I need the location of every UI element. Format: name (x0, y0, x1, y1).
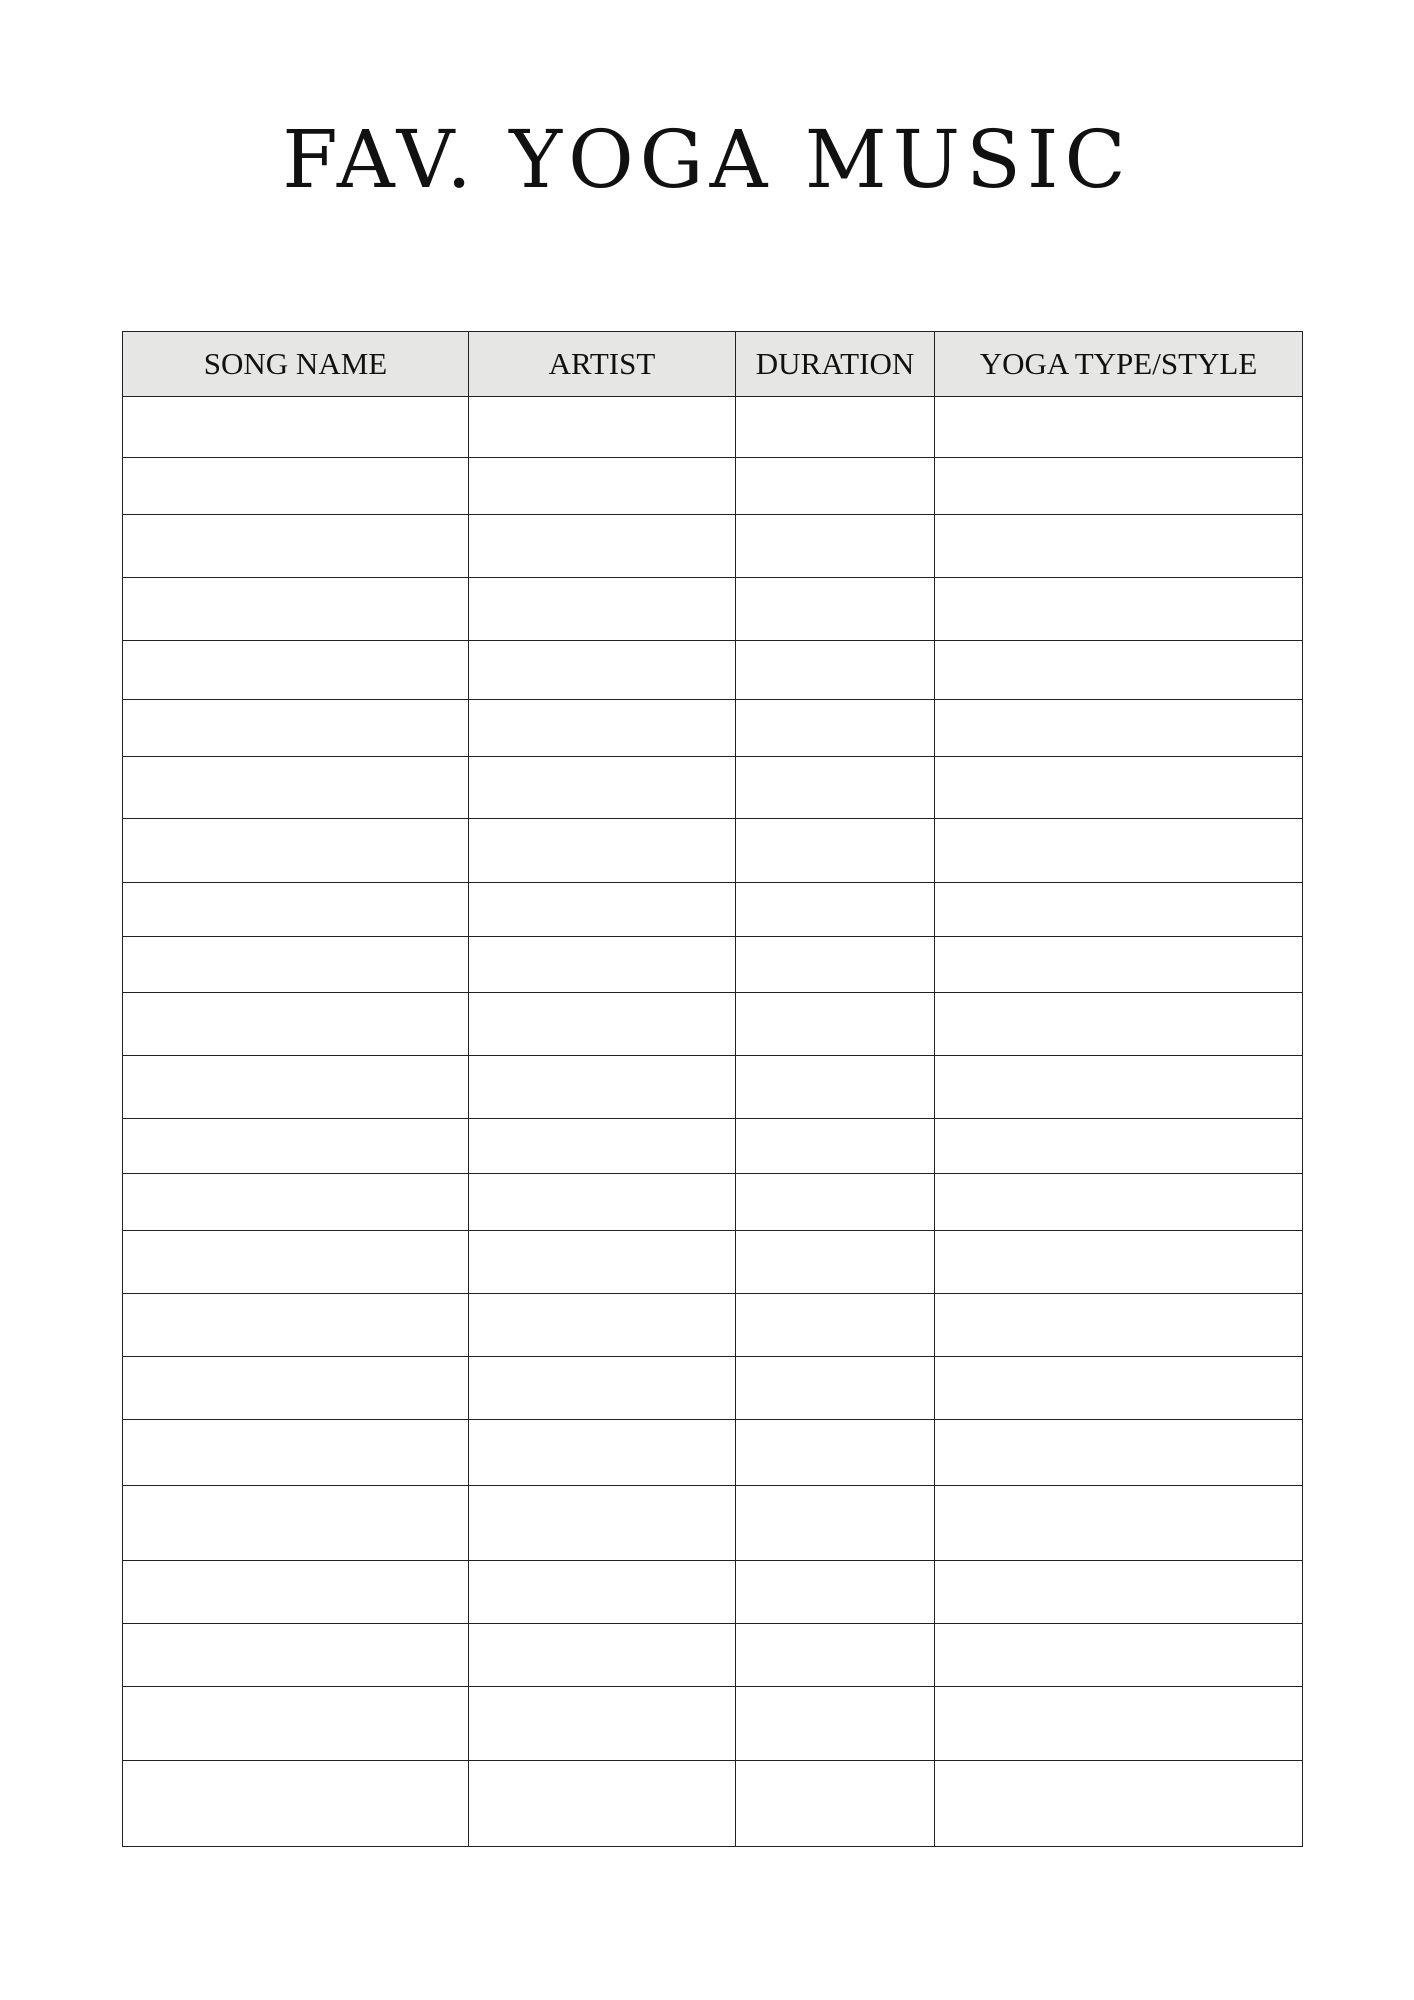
table-row (123, 1174, 1303, 1231)
artist-cell[interactable] (469, 700, 736, 757)
artist-cell[interactable] (469, 1294, 736, 1357)
song-name-cell[interactable] (123, 883, 469, 937)
song-name-cell[interactable] (123, 1357, 469, 1420)
duration-cell[interactable] (736, 515, 935, 578)
table-row (123, 1624, 1303, 1687)
table-body (123, 397, 1303, 1847)
song-name-cell[interactable] (123, 1761, 469, 1847)
song-name-cell[interactable] (123, 1174, 469, 1231)
yoga-type-cell[interactable] (935, 1119, 1303, 1174)
table-row (123, 819, 1303, 883)
artist-cell[interactable] (469, 1420, 736, 1486)
song-name-cell[interactable] (123, 819, 469, 883)
table-row (123, 578, 1303, 641)
artist-cell[interactable] (469, 937, 736, 993)
yoga-type-cell[interactable] (935, 458, 1303, 515)
song-name-cell[interactable] (123, 993, 469, 1056)
table-row (123, 1486, 1303, 1561)
song-name-cell[interactable] (123, 1119, 469, 1174)
song-name-cell[interactable] (123, 1561, 469, 1624)
table-row (123, 1119, 1303, 1174)
page-title: FAV. YOGA MUSIC (282, 113, 1132, 206)
yoga-type-cell[interactable] (935, 1624, 1303, 1687)
duration-cell[interactable] (736, 1486, 935, 1561)
music-log-table (122, 331, 1303, 1847)
duration-cell[interactable] (736, 937, 935, 993)
artist-cell[interactable] (469, 757, 736, 819)
artist-cell[interactable] (469, 397, 736, 458)
song-name-cell[interactable] (123, 937, 469, 993)
artist-cell[interactable] (469, 578, 736, 641)
duration-cell[interactable] (736, 1761, 935, 1847)
song-name-cell[interactable] (123, 1231, 469, 1294)
song-name-cell[interactable] (123, 397, 469, 458)
yoga-type-cell[interactable] (935, 1174, 1303, 1231)
song-name-cell[interactable] (123, 1624, 469, 1687)
table-row (123, 1231, 1303, 1294)
duration-cell[interactable] (736, 1357, 935, 1420)
duration-cell[interactable] (736, 883, 935, 937)
yoga-type-cell[interactable] (935, 578, 1303, 641)
artist-cell[interactable] (469, 641, 736, 700)
table-row (123, 700, 1303, 757)
yoga-type-cell[interactable] (935, 1357, 1303, 1420)
table-row (123, 458, 1303, 515)
yoga-type-cell[interactable] (935, 1561, 1303, 1624)
column-header-artist: ARTIST (469, 332, 736, 397)
artist-cell[interactable] (469, 1119, 736, 1174)
artist-cell[interactable] (469, 883, 736, 937)
artist-cell[interactable] (469, 1687, 736, 1761)
song-name-cell[interactable] (123, 458, 469, 515)
duration-cell[interactable] (736, 458, 935, 515)
duration-cell[interactable] (736, 1231, 935, 1294)
song-name-cell[interactable] (123, 700, 469, 757)
duration-cell[interactable] (736, 819, 935, 883)
yoga-type-cell[interactable] (935, 937, 1303, 993)
duration-cell[interactable] (736, 1624, 935, 1687)
duration-cell[interactable] (736, 1119, 935, 1174)
yoga-type-cell[interactable] (935, 757, 1303, 819)
yoga-type-cell[interactable] (935, 1056, 1303, 1119)
duration-cell[interactable] (736, 757, 935, 819)
table-row (123, 993, 1303, 1056)
yoga-type-cell[interactable] (935, 1294, 1303, 1357)
table-row (123, 1056, 1303, 1119)
column-header-yoga-type-style: YOGA TYPE/STYLE (935, 332, 1303, 397)
table-row (123, 641, 1303, 700)
artist-cell[interactable] (469, 993, 736, 1056)
table-row (123, 1561, 1303, 1624)
duration-cell[interactable] (736, 700, 935, 757)
artist-cell[interactable] (469, 1357, 736, 1420)
song-name-cell[interactable] (123, 578, 469, 641)
yoga-type-cell[interactable] (935, 397, 1303, 458)
duration-cell[interactable] (736, 1056, 935, 1119)
yoga-type-cell[interactable] (935, 819, 1303, 883)
duration-cell[interactable] (736, 641, 935, 700)
duration-cell[interactable] (736, 397, 935, 458)
table-row (123, 397, 1303, 458)
song-name-cell[interactable] (123, 1486, 469, 1561)
song-name-cell[interactable] (123, 757, 469, 819)
table-row (123, 1294, 1303, 1357)
song-name-cell[interactable] (123, 1420, 469, 1486)
yoga-type-cell[interactable] (935, 993, 1303, 1056)
song-name-cell[interactable] (123, 515, 469, 578)
artist-cell[interactable] (469, 515, 736, 578)
table-row (123, 937, 1303, 993)
table-header-row (123, 332, 1303, 397)
table-row (123, 1357, 1303, 1420)
table-row (123, 883, 1303, 937)
table-row (123, 1687, 1303, 1761)
yoga-type-cell[interactable] (935, 1231, 1303, 1294)
artist-cell[interactable] (469, 1231, 736, 1294)
yoga-type-cell[interactable] (935, 1687, 1303, 1761)
artist-cell[interactable] (469, 1174, 736, 1231)
yoga-type-cell[interactable] (935, 1486, 1303, 1561)
yoga-type-cell[interactable] (935, 700, 1303, 757)
column-header-duration: DURATION (736, 332, 935, 397)
song-name-cell[interactable] (123, 1294, 469, 1357)
yoga-type-cell[interactable] (935, 641, 1303, 700)
yoga-type-cell[interactable] (935, 883, 1303, 937)
table-row (123, 1420, 1303, 1486)
artist-cell[interactable] (469, 819, 736, 883)
artist-cell[interactable] (469, 1486, 736, 1561)
duration-cell[interactable] (736, 1174, 935, 1231)
duration-cell[interactable] (736, 1420, 935, 1486)
song-name-cell[interactable] (123, 641, 469, 700)
duration-cell[interactable] (736, 1561, 935, 1624)
table-row (123, 1761, 1303, 1847)
yoga-type-cell[interactable] (935, 515, 1303, 578)
table-row (123, 515, 1303, 578)
artist-cell[interactable] (469, 458, 736, 515)
duration-cell[interactable] (736, 993, 935, 1056)
duration-cell[interactable] (736, 1294, 935, 1357)
yoga-type-cell[interactable] (935, 1420, 1303, 1486)
duration-cell[interactable] (736, 578, 935, 641)
duration-cell[interactable] (736, 1687, 935, 1761)
artist-cell[interactable] (469, 1761, 736, 1847)
table-row (123, 757, 1303, 819)
song-name-cell[interactable] (123, 1056, 469, 1119)
artist-cell[interactable] (469, 1624, 736, 1687)
column-header-song-name: SONG NAME (123, 332, 469, 397)
song-name-cell[interactable] (123, 1687, 469, 1761)
artist-cell[interactable] (469, 1561, 736, 1624)
yoga-type-cell[interactable] (935, 1761, 1303, 1847)
artist-cell[interactable] (469, 1056, 736, 1119)
